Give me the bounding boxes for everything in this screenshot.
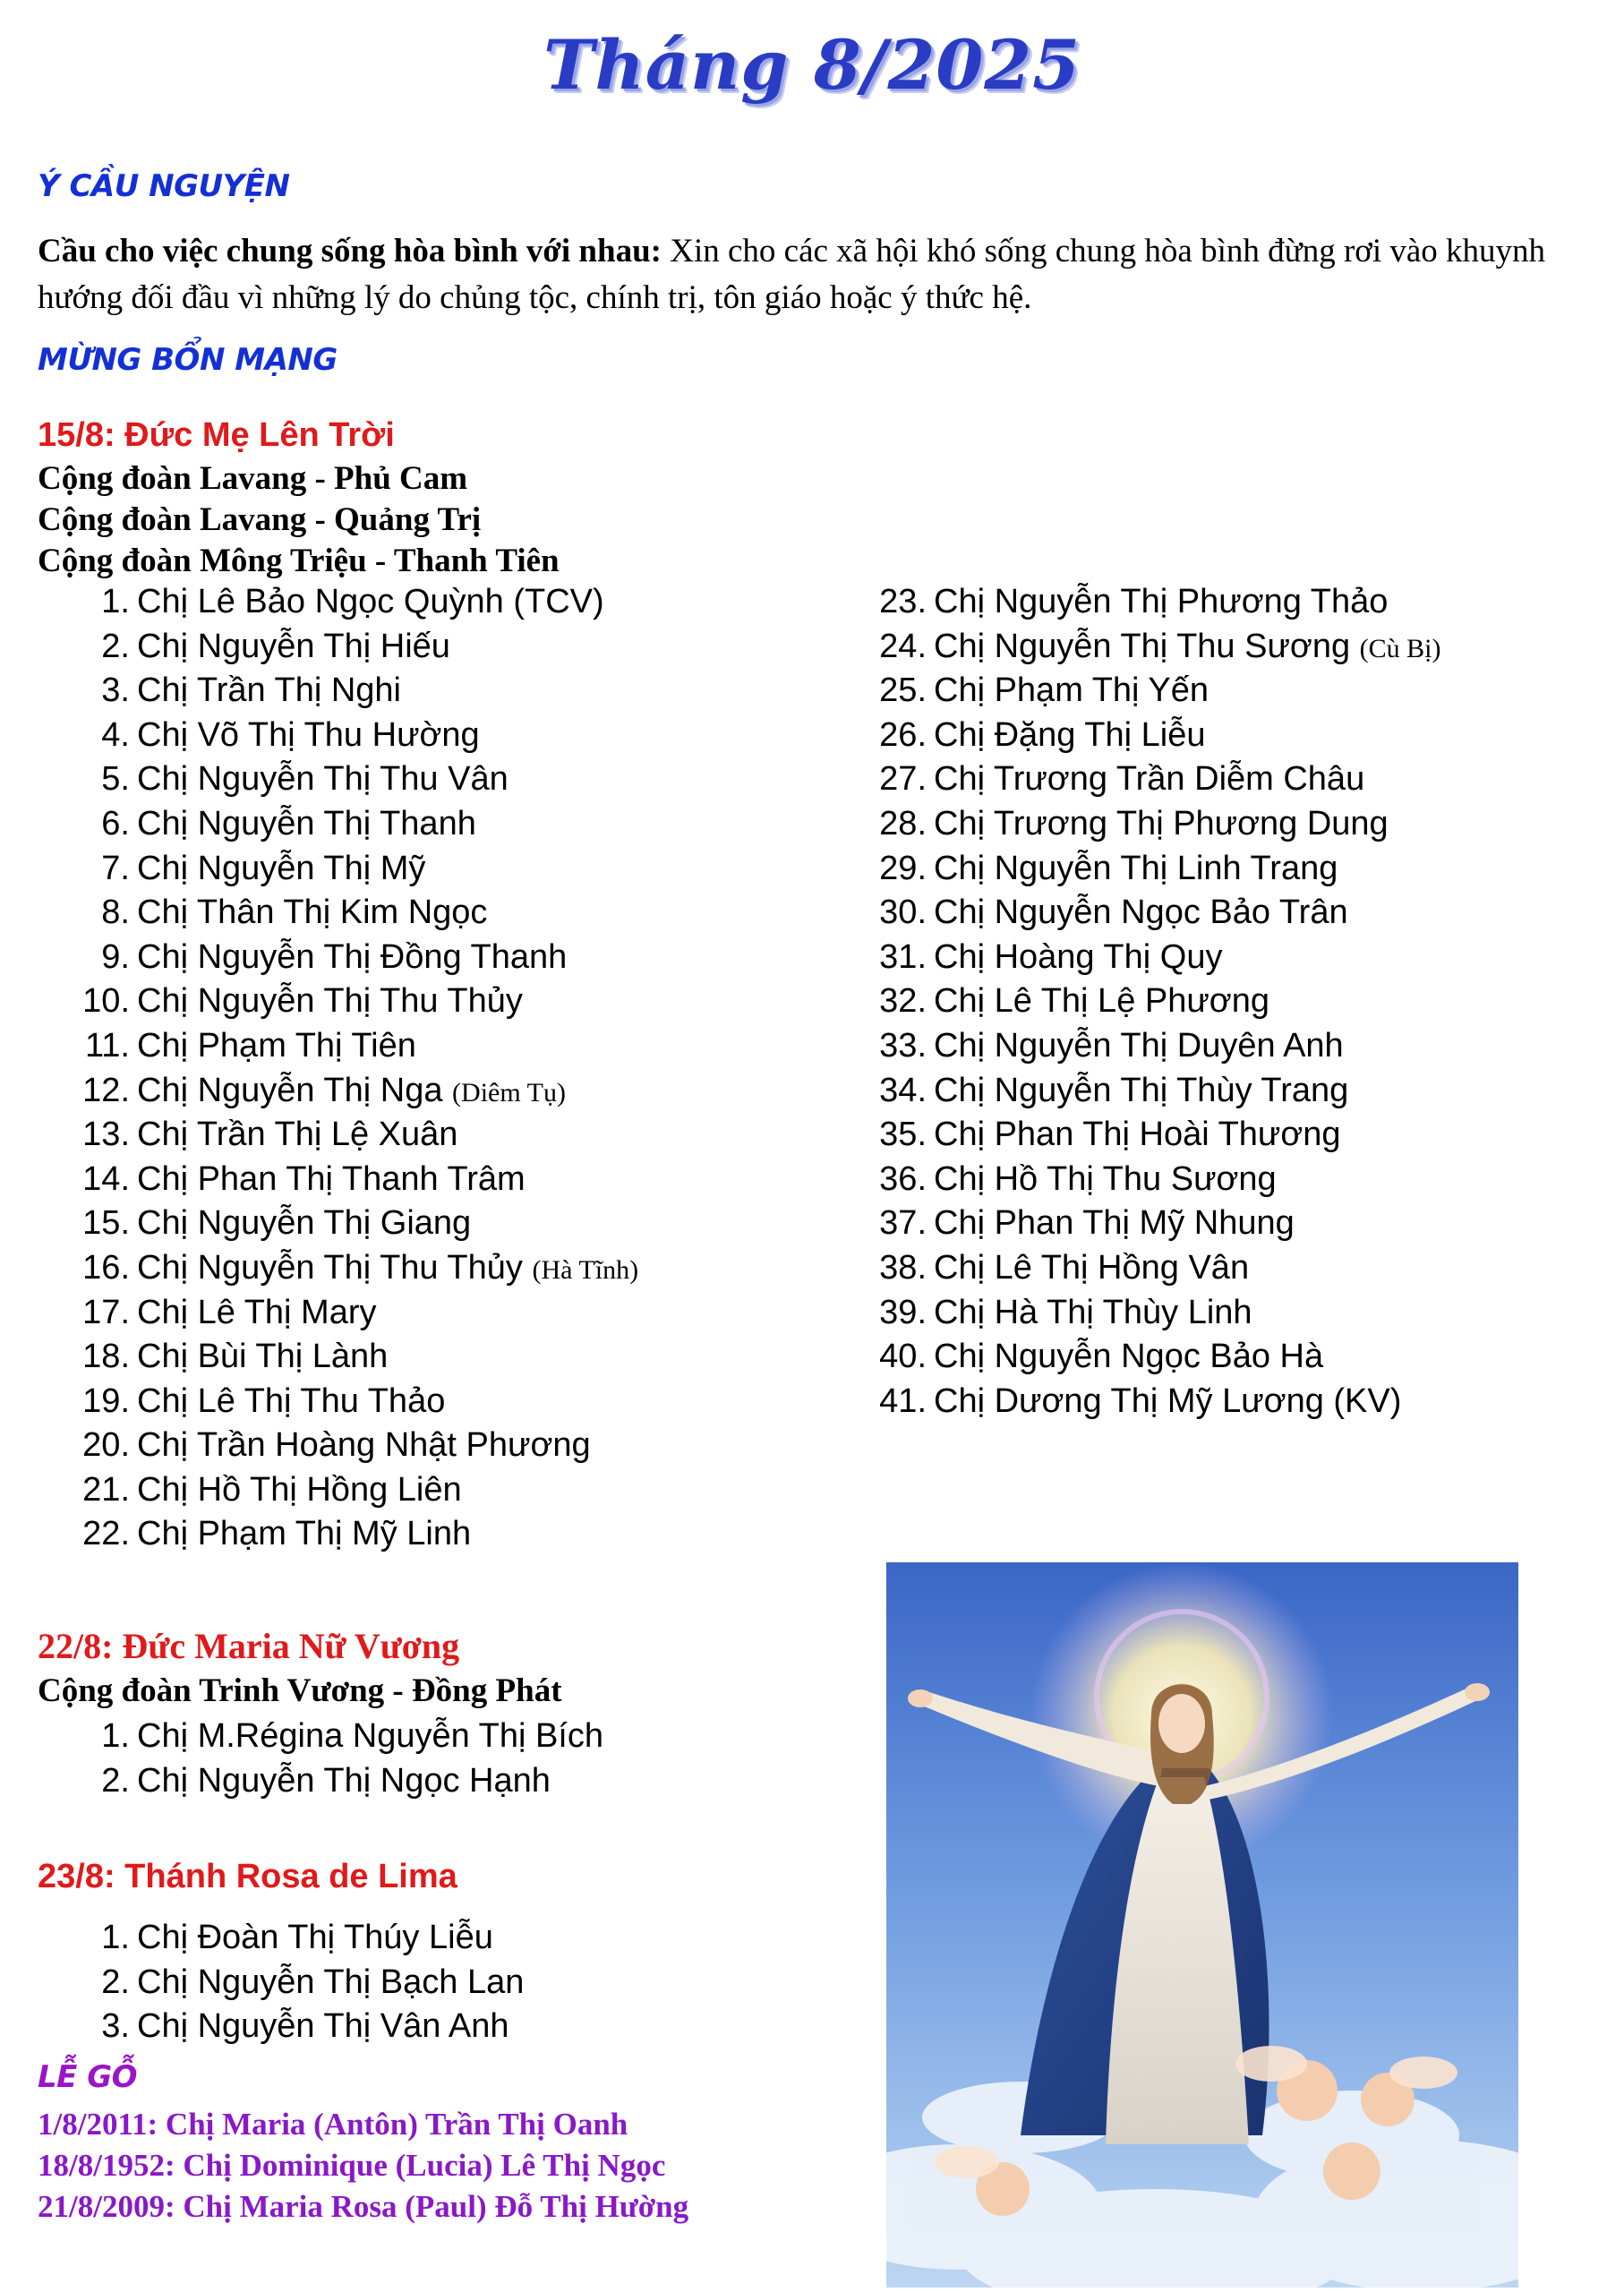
feast-heading: MỪNG BỔN MẠNG bbox=[38, 342, 338, 378]
list-item bbox=[49, 2005, 855, 2049]
item-name-text: Chị Hồ Thị Thu Sương bbox=[934, 1159, 1277, 1198]
item-number: 19. bbox=[82, 1381, 130, 1420]
list-item bbox=[837, 1158, 1571, 1202]
item-number: 28. bbox=[879, 804, 927, 842]
item-name-text: Chị Phạm Thị Tiên bbox=[137, 1026, 416, 1065]
item-name-text: Chị Nguyễn Thị Nga bbox=[137, 1071, 453, 1109]
list-item bbox=[837, 1335, 1571, 1380]
item-name-text: Chị Nguyễn Thị Linh Trang bbox=[934, 849, 1338, 887]
item-number: 26. bbox=[879, 715, 927, 754]
item-number: 14. bbox=[82, 1159, 130, 1198]
item-name-text: Chị Nguyễn Thị Thùy Trang bbox=[934, 1071, 1349, 1109]
item-number: 30. bbox=[879, 894, 927, 932]
list-item bbox=[837, 1113, 1571, 1158]
item-name bbox=[137, 1291, 377, 1336]
item-name-text: Chị Bùi Thị Lành bbox=[137, 1338, 389, 1376]
item-note: (Diêm Tụ) bbox=[452, 1077, 566, 1108]
item-number: 29. bbox=[879, 849, 927, 887]
list-item bbox=[49, 1335, 837, 1380]
item-name bbox=[137, 1715, 603, 1759]
item-name-text: Chị Thân Thị Kim Ngọc bbox=[137, 894, 488, 932]
anniversary-heading: LỄ GỖ bbox=[38, 2059, 138, 2095]
item-name bbox=[934, 936, 1222, 980]
name-list-col1 bbox=[49, 580, 837, 1557]
list-item bbox=[837, 847, 1571, 892]
item-name-text: Chị Đặng Thị Liễu bbox=[934, 715, 1206, 754]
item-name bbox=[934, 1246, 1249, 1291]
item-number: 12. bbox=[82, 1071, 130, 1109]
item-name-text: Chị Phạm Thị Yến bbox=[934, 671, 1209, 710]
item-number: 3. bbox=[101, 2007, 130, 2046]
item-name-text: Chị Nguyễn Thị Hiếu bbox=[137, 627, 450, 665]
item-name-text: Chị Nguyễn Thị Bạch Lan bbox=[137, 1963, 525, 2001]
item-number: 5. bbox=[101, 760, 130, 799]
item-name-text: Chị Nguyễn Thị Thu Vân bbox=[137, 760, 509, 799]
list-item bbox=[49, 669, 837, 714]
item-name-text: Chị Nguyễn Thị Thu Thủy bbox=[137, 982, 523, 1021]
item-number: 6. bbox=[101, 804, 130, 842]
item-name bbox=[934, 1291, 1252, 1336]
item-name bbox=[137, 669, 401, 714]
item-number: 2. bbox=[101, 627, 130, 665]
item-name bbox=[934, 625, 1441, 671]
list-item bbox=[49, 1069, 837, 1114]
item-name bbox=[137, 1512, 471, 1557]
item-number: 17. bbox=[82, 1293, 130, 1331]
list-item bbox=[49, 1715, 855, 1759]
item-name bbox=[137, 1380, 445, 1424]
item-number: 33. bbox=[879, 1026, 927, 1065]
name-list-col2 bbox=[837, 580, 1571, 1424]
item-number: 16. bbox=[82, 1248, 130, 1287]
item-name-text: Chị Nguyễn Thị Duyên Anh bbox=[934, 1026, 1344, 1065]
item-number: 1. bbox=[101, 1919, 130, 1956]
item-name bbox=[137, 802, 476, 847]
item-name bbox=[137, 1759, 551, 1804]
list-item bbox=[49, 1246, 837, 1291]
item-name-text: Chị Nguyễn Thị Giang bbox=[137, 1204, 472, 1243]
item-name bbox=[934, 580, 1388, 625]
item-name bbox=[934, 1380, 1401, 1424]
item-name-text: Chị Nguyễn Thị Thu Thủy bbox=[137, 1248, 533, 1287]
item-number: 20. bbox=[82, 1426, 130, 1465]
item-name bbox=[934, 1335, 1323, 1380]
item-name-text: Chị Lê Thị Mary bbox=[137, 1293, 377, 1331]
list-item bbox=[49, 1512, 837, 1557]
item-number: 2. bbox=[101, 1761, 130, 1800]
item-name-text: Chị Lê Thị Hồng Vân bbox=[934, 1248, 1250, 1287]
prayer-text: Xin cho các xã hội khó sống chung hòa bình đừng rơi vào khuynh hướng đối đầu vì những lý do chủng tộc, chính trị, tôn giáo hoặc ý thức hệ. bbox=[38, 233, 1546, 316]
item-name-text: Chị Nguyễn Thị Đồng Thanh bbox=[137, 937, 568, 976]
list-item bbox=[49, 1916, 855, 1961]
item-name bbox=[934, 802, 1389, 847]
item-name bbox=[934, 979, 1269, 1024]
item-number: 31. bbox=[879, 937, 927, 976]
list-item bbox=[837, 580, 1571, 625]
list-item bbox=[49, 757, 837, 802]
item-name-text: Chị Nguyễn Ngọc Bảo Trân bbox=[934, 894, 1348, 932]
item-name-text: Chị Phạm Thị Mỹ Linh bbox=[137, 1515, 472, 1553]
item-name bbox=[934, 757, 1364, 802]
item-name bbox=[137, 1202, 471, 1246]
prayer-heading: Ý CẦU NGUYỆN bbox=[38, 168, 290, 204]
item-number: 2. bbox=[101, 1963, 130, 2001]
list-item bbox=[837, 1024, 1571, 1069]
item-name bbox=[137, 2005, 509, 2049]
list-item bbox=[49, 1158, 837, 1202]
list-item bbox=[837, 1202, 1571, 1246]
item-number: 3. bbox=[101, 671, 130, 710]
list-item bbox=[49, 1113, 837, 1158]
item-name-text: Chị Trần Thị Nghi bbox=[137, 671, 401, 710]
item-name-text: Chị Phan Thị Mỹ Nhung bbox=[934, 1204, 1295, 1243]
anniversary-item: 18/8/1952: Chị Dominique (Lucia) Lê Thị Ngọc bbox=[38, 2148, 666, 2183]
item-name-text: Chị Phan Thị Hoài Thương bbox=[934, 1116, 1341, 1154]
item-name bbox=[934, 891, 1348, 936]
item-name-text: Chị Lê Thị Thu Thảo bbox=[137, 1381, 446, 1420]
prayer-intention bbox=[38, 228, 1577, 321]
item-number: 15. bbox=[82, 1204, 130, 1243]
item-name bbox=[137, 891, 487, 936]
list-item bbox=[49, 1468, 837, 1513]
list-item bbox=[837, 1069, 1571, 1114]
item-name bbox=[137, 1961, 524, 2006]
item-number: 8. bbox=[101, 894, 130, 932]
item-number: 7. bbox=[101, 849, 130, 887]
item-name bbox=[137, 1024, 416, 1069]
item-name-text: Chị Võ Thị Thu Hường bbox=[137, 715, 480, 754]
item-name bbox=[137, 1335, 388, 1380]
feast-title-rosa: 23/8: Thánh Rosa de Lima bbox=[38, 1858, 457, 1895]
item-name-text: Chị Nguyễn Thị Phương Thảo bbox=[934, 583, 1389, 620]
item-name-text: Chị Đoàn Thị Thúy Liễu bbox=[137, 1919, 493, 1956]
item-name bbox=[934, 1024, 1344, 1069]
item-name bbox=[934, 1202, 1295, 1246]
item-name bbox=[137, 714, 480, 758]
community-trinh-vuong: Cộng đoàn Trinh Vương - Đồng Phát bbox=[38, 1672, 562, 1709]
list-item bbox=[49, 1961, 855, 2006]
item-name bbox=[137, 979, 523, 1024]
list-item bbox=[837, 979, 1571, 1024]
item-number: 24. bbox=[879, 627, 927, 665]
item-number: 35. bbox=[879, 1116, 927, 1154]
list-item bbox=[837, 891, 1571, 936]
item-name bbox=[934, 669, 1209, 714]
list-item bbox=[49, 802, 837, 847]
anniversary-item: 1/8/2011: Chị Maria (Antôn) Trần Thị Oanh bbox=[38, 2107, 628, 2142]
list-item bbox=[49, 979, 837, 1024]
list-item bbox=[49, 1202, 837, 1246]
item-name-text: Chị Trần Hoàng Nhật Phương bbox=[137, 1426, 591, 1465]
item-name-text: Chị Dương Thị Mỹ Lương (KV) bbox=[934, 1381, 1402, 1420]
list-item bbox=[49, 936, 837, 980]
item-note: (Hà Tĩnh) bbox=[532, 1254, 639, 1285]
item-name-text: Chị Trương Trần Diễm Châu bbox=[934, 760, 1365, 799]
item-number: 18. bbox=[82, 1338, 130, 1376]
item-name bbox=[934, 714, 1205, 758]
item-number: 9. bbox=[101, 937, 130, 976]
item-name bbox=[137, 1113, 457, 1158]
list-item bbox=[837, 669, 1571, 714]
community-lavang-phu-cam: Cộng đoàn Lavang - Phủ Cam bbox=[38, 460, 468, 497]
list-item bbox=[49, 1024, 837, 1069]
item-name bbox=[137, 1158, 526, 1202]
item-name-text: Chị M.Régina Nguyễn Thị Bích bbox=[137, 1717, 603, 1755]
list-item bbox=[49, 714, 837, 758]
anniversary-item: 21/8/2009: Chị Maria Rosa (Paul) Đỗ Thị Hường bbox=[38, 2189, 689, 2224]
list-item bbox=[49, 625, 837, 670]
item-name bbox=[934, 1158, 1277, 1202]
item-number: 41. bbox=[879, 1381, 927, 1420]
feast-title-queenship: 22/8: Đức Maria Nữ Vương bbox=[38, 1626, 460, 1666]
name-list-queenship bbox=[49, 1715, 855, 1803]
list-item bbox=[837, 936, 1571, 980]
item-number: 36. bbox=[879, 1159, 927, 1198]
item-name bbox=[137, 1424, 591, 1468]
item-number: 1. bbox=[101, 1717, 130, 1755]
item-name bbox=[137, 625, 450, 670]
community-mong-trieu: Cộng đoàn Mông Triệu - Thanh Tiên bbox=[38, 543, 560, 579]
item-name-text: Chị Lê Thị Lệ Phương bbox=[934, 982, 1269, 1021]
name-list-rosa bbox=[49, 1916, 855, 2049]
item-number: 10. bbox=[82, 982, 130, 1021]
list-item bbox=[49, 1380, 837, 1424]
list-item bbox=[49, 1759, 855, 1804]
list-item bbox=[49, 847, 837, 892]
item-number: 11. bbox=[84, 1026, 130, 1065]
item-number: 34. bbox=[879, 1071, 927, 1109]
item-name bbox=[934, 1069, 1348, 1114]
community-lavang-quang-tri: Cộng đoàn Lavang - Quảng Trị bbox=[38, 501, 482, 538]
item-number: 22. bbox=[82, 1515, 130, 1553]
item-number: 38. bbox=[879, 1248, 927, 1287]
item-number: 37. bbox=[879, 1204, 927, 1243]
item-name bbox=[137, 1069, 566, 1116]
item-name-text: Chị Nguyễn Thị Mỹ bbox=[137, 849, 426, 887]
list-item bbox=[837, 757, 1571, 802]
item-name-text: Chị Nguyễn Thị Ngọc Hạnh bbox=[137, 1761, 551, 1800]
item-number: 40. bbox=[879, 1338, 927, 1376]
prayer-lead: Cầu cho việc chung sống hòa bình với nhau: bbox=[38, 233, 662, 269]
item-name-text: Chị Trương Thị Phương Dung bbox=[934, 804, 1389, 842]
item-note: (Cù Bị) bbox=[1359, 633, 1441, 663]
item-number: 1. bbox=[101, 583, 130, 620]
item-number: 32. bbox=[879, 982, 927, 1021]
item-name-text: Chị Hoàng Thị Quy bbox=[934, 937, 1223, 976]
item-number: 23. bbox=[879, 583, 927, 620]
item-name bbox=[934, 1113, 1341, 1158]
list-item bbox=[49, 580, 837, 625]
item-name-text: Chị Nguyễn Thị Vân Anh bbox=[137, 2007, 509, 2046]
item-name bbox=[137, 757, 509, 802]
list-item bbox=[837, 1380, 1571, 1424]
list-item bbox=[837, 1291, 1571, 1336]
list-item bbox=[837, 802, 1571, 847]
item-name bbox=[137, 1916, 493, 1961]
list-item bbox=[49, 891, 837, 936]
item-name-text: Chị Trần Thị Lệ Xuân bbox=[137, 1116, 458, 1154]
item-name-text: Chị Lê Bảo Ngọc Quỳnh (TCV) bbox=[137, 583, 604, 620]
item-name bbox=[934, 847, 1338, 892]
list-item bbox=[837, 1246, 1571, 1291]
item-number: 4. bbox=[101, 715, 130, 754]
item-name bbox=[137, 1468, 462, 1513]
item-name-text: Chị Hồ Thị Hồng Liên bbox=[137, 1470, 462, 1509]
item-name-text: Chị Phan Thị Thanh Trâm bbox=[137, 1159, 526, 1198]
item-number: 21. bbox=[82, 1470, 130, 1509]
assumption-image bbox=[886, 1562, 1518, 2288]
list-item bbox=[837, 625, 1571, 670]
item-number: 27. bbox=[879, 760, 927, 799]
page-title: Tháng 8/2025 bbox=[543, 25, 1081, 105]
item-name bbox=[137, 580, 604, 625]
list-item bbox=[837, 714, 1571, 758]
item-name bbox=[137, 847, 425, 892]
item-name bbox=[137, 936, 567, 980]
item-name-text: Chị Hà Thị Thùy Linh bbox=[934, 1293, 1252, 1331]
list-item bbox=[49, 1424, 837, 1468]
item-name-text: Chị Nguyễn Ngọc Bảo Hà bbox=[934, 1338, 1324, 1376]
item-name-text: Chị Nguyễn Thị Thu Sương bbox=[934, 627, 1360, 665]
item-name-text: Chị Nguyễn Thị Thanh bbox=[137, 804, 476, 842]
item-number: 25. bbox=[879, 671, 927, 710]
list-item bbox=[49, 1291, 837, 1336]
item-number: 13. bbox=[82, 1116, 130, 1154]
feast-title-assumption: 15/8: Đức Mẹ Lên Trời bbox=[38, 416, 395, 454]
item-name bbox=[137, 1246, 638, 1293]
item-number: 39. bbox=[879, 1293, 927, 1331]
